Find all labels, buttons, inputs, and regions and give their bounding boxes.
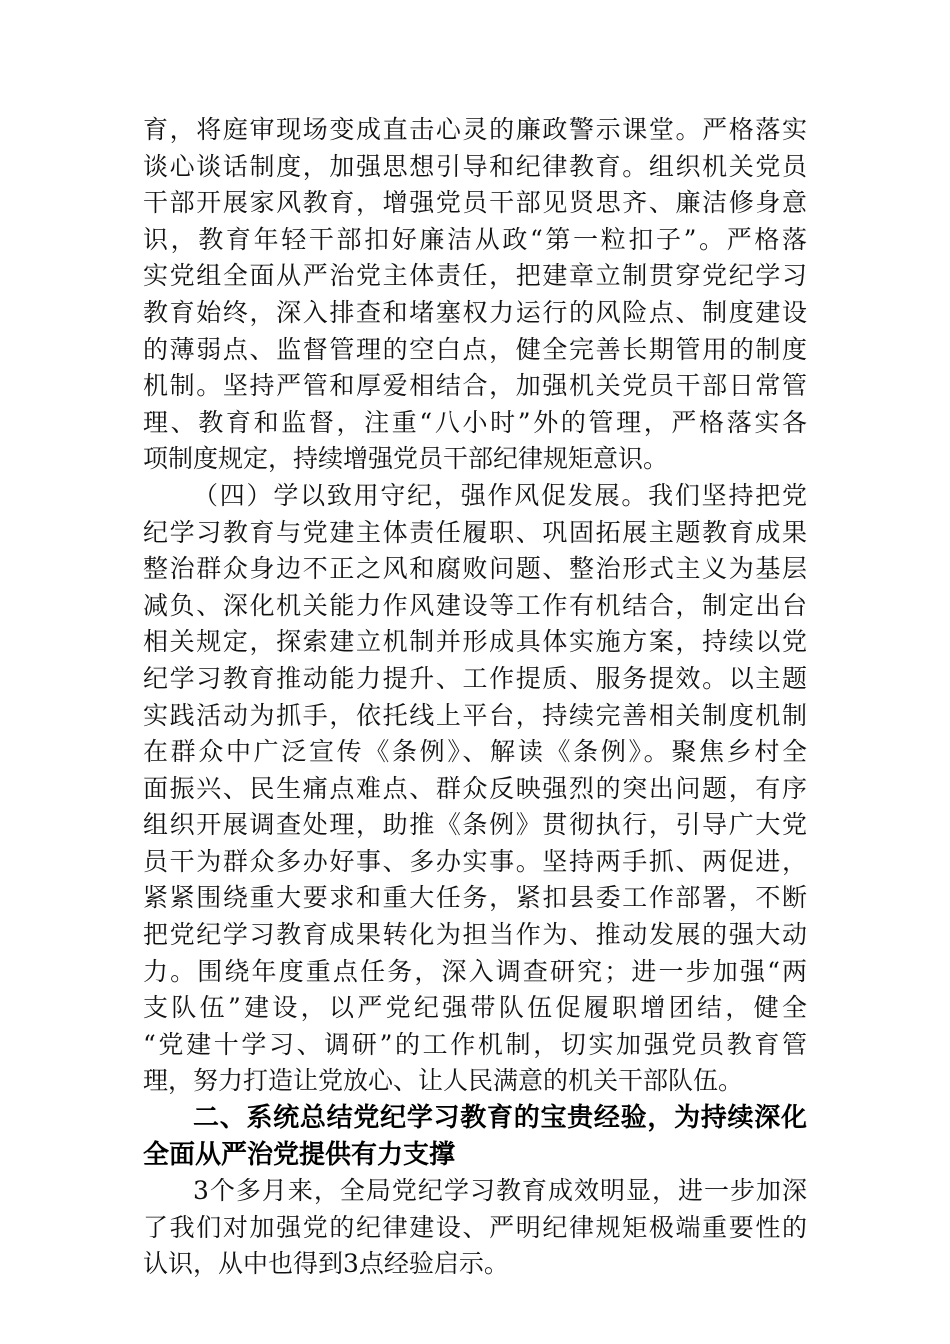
text-line: 支队伍”建设，以严党纪强带队伍促履职增团结，健全 [143,993,807,1023]
text-line: 理、教育和监督，注重“八小时”外的管理，严格落实各 [143,407,807,437]
text-line: 纪学习教育推动能力提升、工作提质、服务提效。以主题 [143,663,807,693]
section-heading: 二、系统总结党纪学习教育的宝贵经验，为持续深化 [193,1103,807,1134]
text-line: 项制度规定，持续增强党员干部纪律规矩意识。 [143,444,669,474]
text-line: 员干为群众多办好事、多办实事。坚持两手抓、两促进， [143,846,807,876]
text-line: 教育始终，深入排查和堵塞权力运行的风险点、制度建设 [143,297,807,327]
text-line: 紧紧围绕重大要求和重大任务，紧扣县委工作部署，不断 [143,883,807,913]
text-line: 理，努力打造让党放心、让人民满意的机关干部队伍。 [143,1066,744,1096]
text-line: 纪学习教育与党建主体责任履职、巩固拓展主题教育成果 [143,517,807,547]
text-line: 干部开展家风教育，增强党员干部见贤思齐、廉洁修身意 [143,188,807,218]
text-line: 谈心谈话制度，加强思想引导和纪律教育。组织机关党员 [143,151,807,181]
text-line: 了我们对加强党的纪律建设、严明纪律规矩极端重要性的 [143,1212,807,1242]
text-line: 把党纪学习教育成果转化为担当作为、推动发展的强大动 [143,920,807,950]
text-line: 相关规定，探索建立机制并形成具体实施方案，持续以党 [143,627,807,657]
text-line: 育，将庭审现场变成直击心灵的廉政警示课堂。严格落实 [143,115,807,144]
text-line: 实党组全面从严治党主体责任，把建章立制贯穿党纪学习 [143,261,807,291]
text-line: （四）学以致用守纪，强作风促发展。我们坚持把党 [193,480,807,510]
text-line: 组织开展调查处理，助推《条例》贯彻执行，引导广大党 [143,810,807,840]
text-line: 减负、深化机关能力作风建设等工作有机结合，制定出台 [143,590,807,620]
text-line: 整治群众身边不正之风和腐败问题、整治形式主义为基层 [143,554,807,584]
text-line: 在群众中广泛宣传《条例》、解读《条例》。聚焦乡村全 [143,737,807,767]
section-heading: 全面从严治党提供有力支撑 [143,1139,456,1170]
text-line: 认识，从中也得到3点经验启示。 [143,1249,509,1279]
body-text [143,112,807,1283]
text-line: 识，教育年轻干部扣好廉洁从政“第一粒扣子”。严格落 [143,224,807,254]
text-line: 3个多月来，全局党纪学习教育成效明显，进一步加深 [193,1176,807,1206]
text-line: “党建十学习、调研”的工作机制，切实加强党员教育管 [143,1029,807,1059]
text-line: 实践活动为抓手，依托线上平台，持续完善相关制度机制 [143,700,807,730]
text-line: 面振兴、民生痛点难点、群众反映强烈的突出问题，有序 [143,773,807,803]
text-line: 的薄弱点、监督管理的空白点，健全完善长期管用的制度 [143,334,807,364]
text-line: 力。围绕年度重点任务，深入调查研究；进一步加强“两 [143,956,807,986]
text-line: 机制。坚持严管和厚爱相结合，加强机关党员干部日常管 [143,371,807,401]
